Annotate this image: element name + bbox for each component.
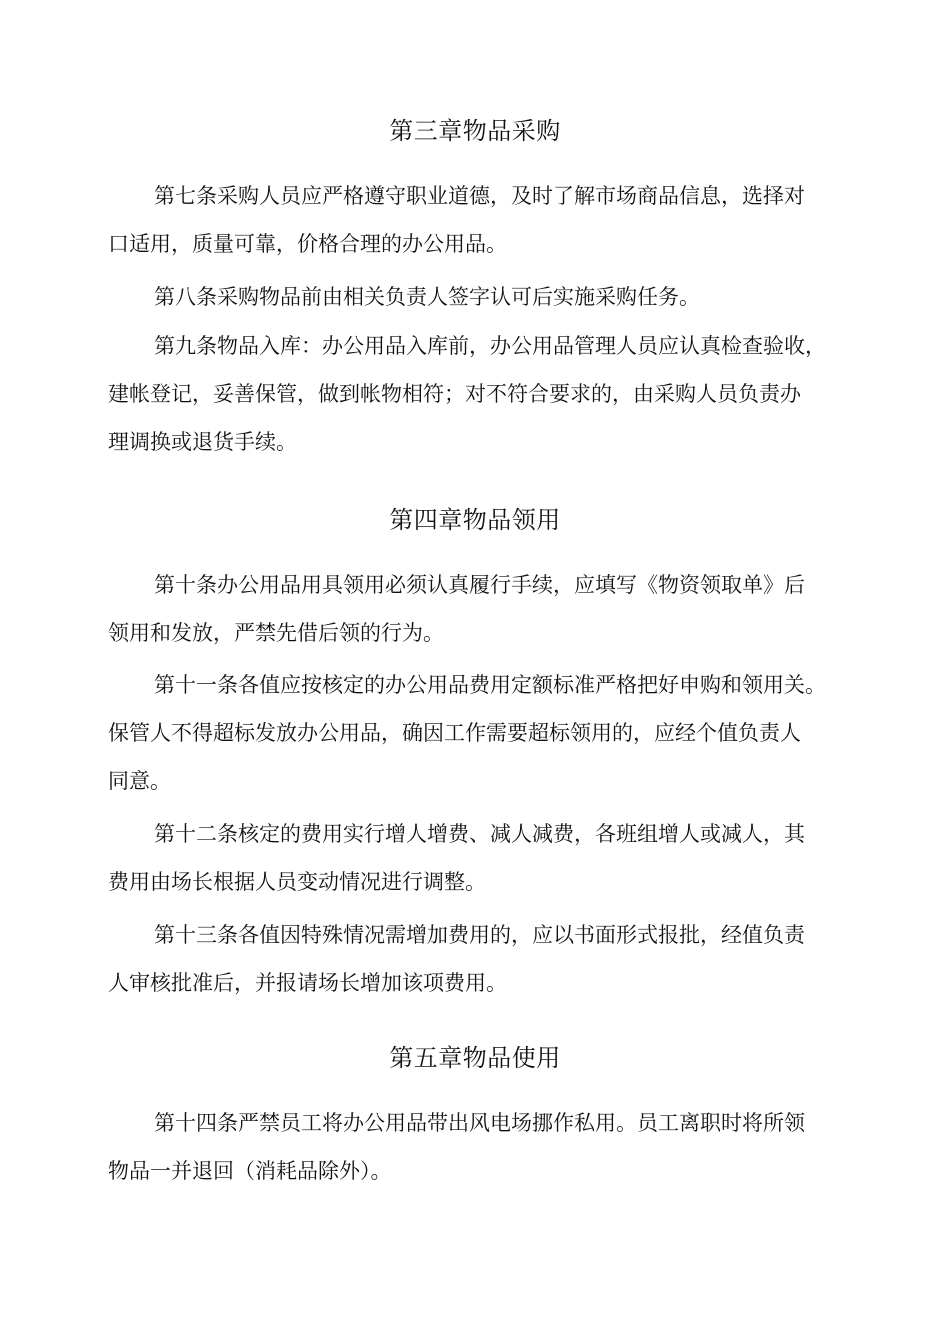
article-9-line-2: 建帐登记，妥善保管，做到帐物相符；对不符合要求的，由采购人员负责办 bbox=[108, 382, 801, 406]
article-9-line-3: 理调换或退货手续。 bbox=[108, 430, 297, 454]
article-10-line-2: 领用和发放，严禁先借后领的行为。 bbox=[108, 621, 444, 645]
article-12 bbox=[108, 810, 848, 906]
article-12-line-1: 第十二条核定的费用实行增人增费、减人减费，各班组增人或减人，其 bbox=[154, 822, 805, 846]
chapter-4-title: 第四章物品领用 bbox=[389, 506, 561, 534]
article-8-line-1: 第八条采购物品前由相关负责人签字认可后实施采购任务。 bbox=[154, 285, 700, 309]
article-11-line-2: 保管人不得超标发放办公用品，确因工作需要超标领用的，应经个值负责人 bbox=[108, 721, 801, 745]
article-11-line-1: 第十一条各值应按核定的办公用品费用定额标准严格把好申购和领用关。 bbox=[154, 673, 826, 697]
article-7 bbox=[108, 172, 848, 268]
chapter-3-title: 第三章物品采购 bbox=[389, 117, 561, 145]
article-8 bbox=[108, 273, 848, 321]
article-11 bbox=[108, 661, 848, 805]
article-14 bbox=[108, 1099, 848, 1195]
article-11-line-3: 同意。 bbox=[108, 769, 171, 793]
article-10 bbox=[108, 561, 848, 657]
article-10-line-1: 第十条办公用品用具领用必须认真履行手续，应填写《物资领取单》后 bbox=[154, 573, 805, 597]
article-13-line-1: 第十三条各值因特殊情况需增加费用的，应以书面形式报批，经值负责 bbox=[154, 923, 805, 947]
article-13 bbox=[108, 911, 848, 1007]
article-7-line-2: 口适用，质量可靠，价格合理的办公用品。 bbox=[108, 232, 507, 256]
article-14-line-1: 第十四条严禁员工将办公用品带出风电场挪作私用。员工离职时将所领 bbox=[154, 1111, 805, 1135]
article-7-line-1: 第七条采购人员应严格遵守职业道德，及时了解市场商品信息，选择对 bbox=[154, 184, 805, 208]
chapter-5-title: 第五章物品使用 bbox=[389, 1044, 561, 1072]
article-9 bbox=[108, 322, 848, 466]
article-14-line-2: 物品一并退回（消耗品除外）。 bbox=[108, 1159, 392, 1183]
article-12-line-2: 费用由场长根据人员变动情况进行调整。 bbox=[108, 870, 486, 894]
article-9-line-1: 第九条物品入库：办公用品入库前，办公用品管理人员应认真检查验收， bbox=[154, 334, 826, 358]
article-13-line-2: 人审核批准后，并报请场长增加该项费用。 bbox=[108, 971, 507, 995]
